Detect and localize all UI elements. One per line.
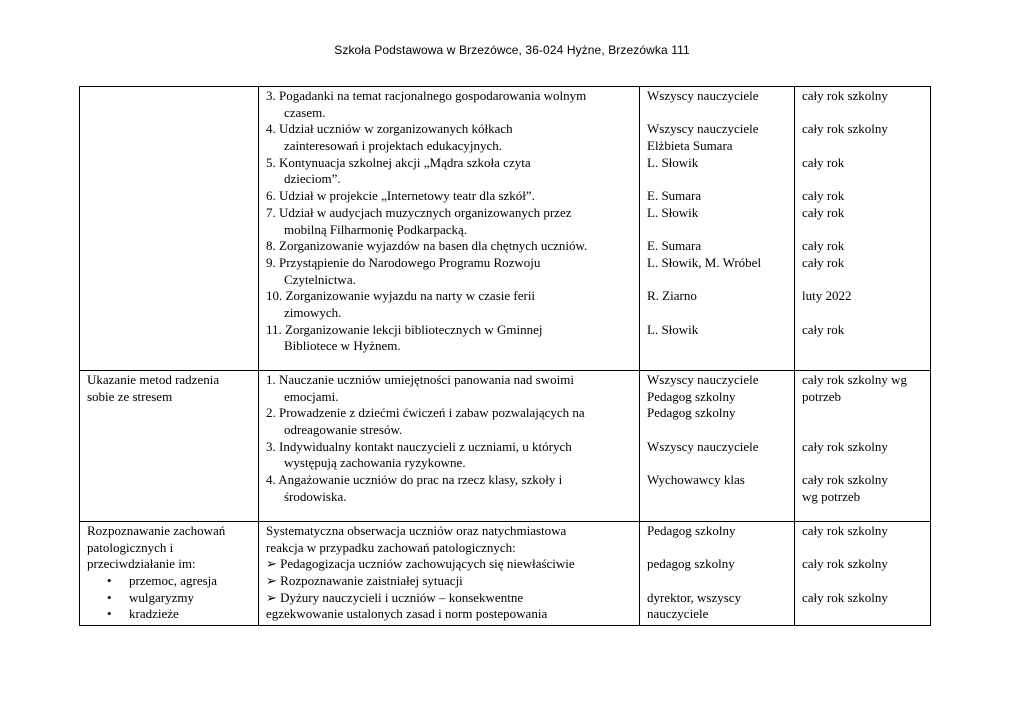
task-line: 4. Udział uczniów w zorganizowanych kółkach — [266, 121, 513, 137]
responsible-line: Wychowawcy klas — [647, 472, 745, 488]
task-line: 9. Przystąpienie do Narodowego Programu Rozwoju — [266, 254, 541, 270]
deadline-line — [802, 171, 924, 188]
responsible-line: E. Sumara — [647, 238, 702, 254]
task-line: 4. Angażowanie uczniów do prac na rzecz klasy, szkoły i — [266, 472, 563, 488]
deadline-line: cały rok — [802, 204, 845, 220]
responsible-line: L. Słowik, M. Wróbel — [647, 254, 762, 270]
task-line: środowiska. — [284, 488, 347, 504]
deadline-line — [802, 405, 924, 422]
deadline-line: cały rok szkolny — [802, 556, 888, 572]
table-row — [80, 87, 931, 371]
task-line: zimowych. — [284, 304, 342, 320]
task-line: 10. Zorganizowanie wyjazdu na narty w czasie ferii — [266, 288, 536, 304]
responsible-line: E. Sumara — [647, 188, 702, 204]
area-cell — [80, 522, 259, 626]
area-text: przeciwdziałanie im: — [87, 556, 196, 572]
responsible-line — [647, 540, 788, 557]
responsible-line — [647, 272, 788, 289]
task-line: 11. Zorganizowanie lekcji bibliotecznych w Gminnej — [266, 321, 543, 337]
arrow-item: ➢ Dyżury nauczycieli i uczniów – konsekwentne — [266, 589, 524, 605]
task-line: 5. Kontynuacja szkolnej akcji „Mądra szkoła czyta — [266, 154, 531, 170]
deadline-line: cały rok — [802, 238, 845, 254]
deadline-line: luty 2022 — [802, 288, 852, 304]
deadline-line: cały rok szkolny — [802, 88, 888, 103]
arrow-item: egzekwowanie ustalonych zasad i norm postepowania — [266, 606, 548, 622]
task-line: Systematyczna obserwacja uczniów oraz natychmiastowa — [266, 523, 567, 538]
deadline-line: cały rok szkolny — [802, 523, 888, 538]
deadline-line — [802, 455, 924, 472]
tasks-cell — [259, 87, 640, 371]
task-line: 2. Prowadzenie z dziećmi ćwiczeń i zabaw pozwalających na — [266, 405, 585, 421]
task-line: 6. Udział w projekcie „Internetowy teatr dla szkół”. — [266, 188, 535, 204]
tasks-cell — [259, 371, 640, 522]
responsible-line — [647, 171, 788, 188]
arrow-item: ➢ Rozpoznawanie zaistniałej sytuacji — [266, 573, 463, 589]
deadline-line: wg potrzeb — [802, 488, 861, 504]
task-line: reakcja w przypadku zachowań patologicznych: — [266, 539, 516, 555]
area-cell — [80, 87, 259, 371]
responsible-line — [647, 455, 788, 472]
area-text: Rozpoznawanie zachowań — [87, 523, 226, 538]
area-text: sobie ze stresem — [87, 388, 173, 404]
responsible-cell — [640, 522, 795, 626]
responsible-line: Pedagog szkolny — [647, 388, 736, 404]
responsible-line — [647, 305, 788, 322]
deadline-line: cały rok szkolny wg — [802, 372, 908, 387]
deadline-line — [802, 540, 924, 557]
responsible-line: Pedagog szkolny — [647, 523, 736, 538]
responsible-line: L. Słowik — [647, 321, 699, 337]
page-header: Szkoła Podstawowa w Brzezówce, 36-024 Hyżne, Brzezówka 111 — [334, 43, 690, 57]
responsible-line — [647, 422, 788, 439]
deadline-line: cały rok szkolny — [802, 472, 888, 488]
deadline-line: cały rok szkolny — [802, 589, 888, 605]
deadline-line — [802, 573, 924, 590]
bullet-item: • kradzieże — [87, 606, 252, 623]
deadline-line: cały rok — [802, 188, 845, 204]
task-line: Bibliotece w Hyżnem. — [284, 338, 401, 354]
deadline-cell — [795, 87, 931, 371]
deadline-line: cały rok — [802, 154, 845, 170]
deadline-line — [802, 222, 924, 239]
responsible-line — [647, 573, 788, 590]
task-line: emocjami. — [284, 388, 339, 404]
deadline-line: cały rok szkolny — [802, 438, 888, 454]
activities-table — [79, 86, 931, 626]
table-row — [80, 371, 931, 522]
area-cell — [80, 371, 259, 522]
deadline-line — [802, 422, 924, 439]
responsible-line — [647, 338, 788, 355]
responsible-cell — [640, 371, 795, 522]
deadline-line — [802, 338, 924, 355]
deadline-cell — [795, 522, 931, 626]
deadline-line — [802, 272, 924, 289]
deadline-line: cały rok szkolny — [802, 121, 888, 137]
responsible-line: Wszyscy nauczyciele — [647, 438, 759, 454]
responsible-line — [647, 489, 788, 506]
responsible-line: L. Słowik — [647, 204, 699, 220]
task-line: czasem. — [284, 104, 326, 120]
arrow-item: ➢ Pedagogizacja uczniów zachowujących się niewłaściwie — [266, 556, 575, 572]
task-line: 3. Pogadanki na temat racjonalnego gospodarowania wolnym — [266, 88, 587, 103]
responsible-line: pedagog szkolny — [647, 556, 735, 572]
responsible-line — [647, 222, 788, 239]
responsible-line: L. Słowik — [647, 154, 699, 170]
responsible-line: Wszyscy nauczyciele — [647, 88, 759, 103]
deadline-line: cały rok — [802, 254, 845, 270]
task-line: występują zachowania ryzykowne. — [284, 455, 466, 471]
task-line: odreagowanie stresów. — [284, 422, 403, 438]
responsible-cell — [640, 87, 795, 371]
responsible-line: Wszyscy nauczyciele — [647, 372, 759, 387]
task-line: 8. Zorganizowanie wyjazdów na basen dla chętnych uczniów. — [266, 238, 588, 254]
responsible-line: Elżbieta Sumara — [647, 138, 733, 154]
responsible-line — [647, 105, 788, 122]
responsible-line: Wszyscy nauczyciele — [647, 121, 759, 137]
tasks-cell — [259, 522, 640, 626]
area-text: patologicznych i — [87, 539, 174, 555]
deadline-line — [802, 105, 924, 122]
deadline-line: potrzeb — [802, 388, 841, 404]
responsible-line: R. Ziarno — [647, 288, 697, 304]
deadline-line — [802, 305, 924, 322]
deadline-line — [802, 606, 924, 623]
responsible-line: nauczyciele — [647, 606, 709, 622]
task-line: dzieciom”. — [284, 171, 341, 187]
deadline-cell — [795, 371, 931, 522]
bullet-item: • przemoc, agresja — [87, 573, 252, 590]
task-line: 3. Indywidualny kontakt nauczycieli z uczniami, u których — [266, 438, 572, 454]
area-text: Ukazanie metod radzenia — [87, 372, 220, 387]
task-line: 1. Nauczanie uczniów umiejętności panowania nad swoimi — [266, 372, 574, 387]
bullet-item: • wulgaryzmy — [87, 590, 252, 607]
deadline-line — [802, 138, 924, 155]
deadline-line: cały rok — [802, 321, 845, 337]
task-line: Czytelnictwa. — [284, 271, 356, 287]
task-line: 7. Udział w audycjach muzycznych organizowanych przez — [266, 204, 572, 220]
task-line: mobilną Filharmonię Podkarpacką. — [284, 221, 468, 237]
task-line: zainteresowań i projektach edukacyjnych. — [284, 138, 503, 154]
responsible-line: Pedagog szkolny — [647, 405, 736, 421]
table-row — [80, 522, 931, 626]
responsible-line: dyrektor, wszyscy — [647, 589, 742, 605]
